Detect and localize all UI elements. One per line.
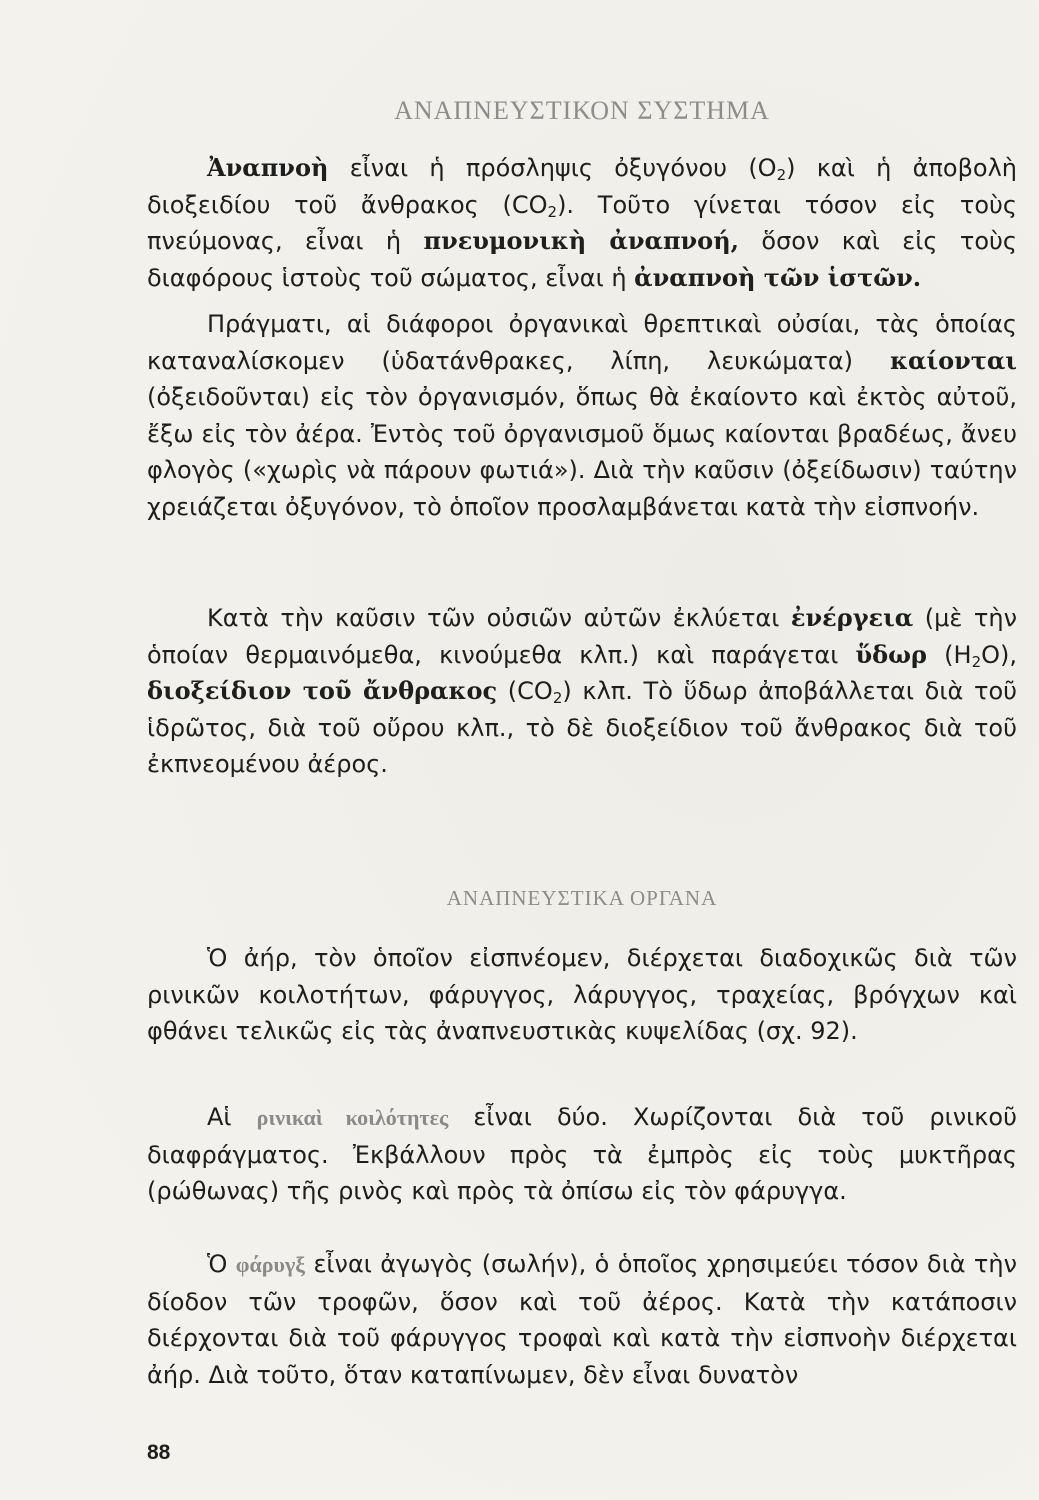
- term-water: ὕδωρ: [855, 639, 927, 669]
- term-carbon-dioxide: διοξείδιον τοῦ ἄνθρακος: [147, 676, 498, 705]
- section-heading-respiratory-organs: ΑΝΑΠΝΕΥΣΤΙΚΑ ΟΡΓΑΝΑ: [446, 886, 718, 910]
- paragraph-energy-release: Κατὰ τὴν καῦσιν τῶν οὐσιῶν αὐτῶν ἐκλύεται ἐνέργεια (μὲ τὴν ὁποίαν θερμαινόμεθα, κινούμεθα κλπ.) καὶ παράγεται ὕδωρ $(H_2O)$, διοξείδιον τοῦ ἄνθρακος $(CO_2)$ κλπ. Τὸ ὕδωρ ἀποβάλλεται διὰ τοῦ ἱδρῶτος, διὰ τοῦ οὔρου κλπ., τὸ δὲ διοξείδιον τοῦ ἄνθρακος διὰ τοῦ ἐκπνεομένου ἀέρος.: [147, 603, 1018, 778]
- term-nasal-cavities: ρινικαὶ κοιλότητες: [256, 1105, 449, 1130]
- term-energy: ἐνέργεια: [790, 603, 914, 632]
- term-tissue-respiration: ἀναπνοὴ τῶν ἱστῶν.: [634, 262, 922, 292]
- page-number: 88: [147, 1441, 171, 1464]
- term-pharynx: φάρυγξ: [235, 1252, 306, 1277]
- section-heading-respiratory-system: ΑΝΑΠΝΕΥΣΤΙΚΟΝ ΣΥΣΤΗΜΑ: [394, 96, 770, 125]
- paragraph-pharynx: Ὁ φάρυγξ εἶναι ἀγωγὸς (σωλήν), ὁ ὁποῖος χρησιμεύει τόσον διὰ τὴν δίοδον τῶν τροφῶν, ὅσον καὶ τοῦ ἀέρος. Κατὰ τὴν κατάποσιν διέρχονται διὰ τοῦ φάρυγγος τροφαὶ καὶ κατὰ τὴν εἰσπνοὴν διέρχεται ἀήρ. Διὰ τοῦτο, ὅταν καταπίνωμεν, δὲν εἶναι δυνατὸν: [147, 1250, 1017, 1389]
- term-burned: καίονται: [890, 345, 1017, 375]
- paragraph-combustion: Πράγματι, αἱ διάφοροι ὀργανικαὶ θρεπτικαὶ οὐσίαι, τὰς ὁποίας καταναλίσκομεν (ὑδατάνθρακες, λίπη, λευκώματα) καίονται (ὀξειδοῦνται) εἰς τὸν ὀργανισμόν, ὅπως θὰ ἐκαίοντο καὶ ἐκτὸς αὐτοῦ, ἔξω εἰς τὸν ἀέρα. Ἐντὸς τοῦ ὀργανισμοῦ ὅμως καίονται βραδέως, ἄνευ φλογὸς («χωρὶς νὰ πάρουν φωτιά»). Διὰ τὴν καῦσιν (ὀξείδωσιν) ταύτην χρειάζεται ὀξυγόνον, τὸ ὁποῖον προσλαμβάνεται κατὰ τὴν εἰσπνοήν.: [147, 310, 1017, 521]
- term-pulmonary-respiration: πνευμονικὴ ἀναπνοή,: [423, 226, 739, 255]
- paragraph-respiration-definition: Ἀναπνοὴ εἶναι ἡ πρόσληψις ὀξυγόνου $(O_2)$ καὶ ἡ ἀποβολὴ διοξειδίου τοῦ ἄνθρακος $(CO_2)$. Τοῦτο γίνεται τόσον εἰς τοὺς πνεύμονας, εἶναι ἡ πνευμονικὴ ἀναπνοή, ὅσον καὶ εἰς τοὺς διαφόρους ἱστοὺς τοῦ σώματος, εἶναι ἡ ἀναπνοὴ τῶν ἱστῶν.: [147, 153, 1017, 292]
- term-respiration: Ἀναπνοὴ: [207, 153, 329, 182]
- paragraph-nasal-cavities: Αἱ ρινικαὶ κοιλότητες εἶναι δύο. Χωρίζονται διὰ τοῦ ρινικοῦ διαφράγματος. Ἐκβάλλουν πρὸς τὰ ἐμπρὸς εἰς τοὺς μυκτῆρας (ρώθωνας) τῆς ρινὸς καὶ πρὸς τὰ ὀπίσω εἰς τὸν φάρυγγα.: [147, 1103, 1017, 1205]
- paragraph-air-path: Ὁ ἀήρ, τὸν ὁποῖον εἰσπνέομεν, διέρχεται διαδοχικῶς διὰ τῶν ρινικῶν κοιλοτήτων, φάρυγγος, λάρυγγος, τραχείας, βρόγχων καὶ φθάνει τελικῶς εἰς τὰς ἀναπνευστικὰς κυψελίδας (σχ. 92).: [147, 944, 1017, 1045]
